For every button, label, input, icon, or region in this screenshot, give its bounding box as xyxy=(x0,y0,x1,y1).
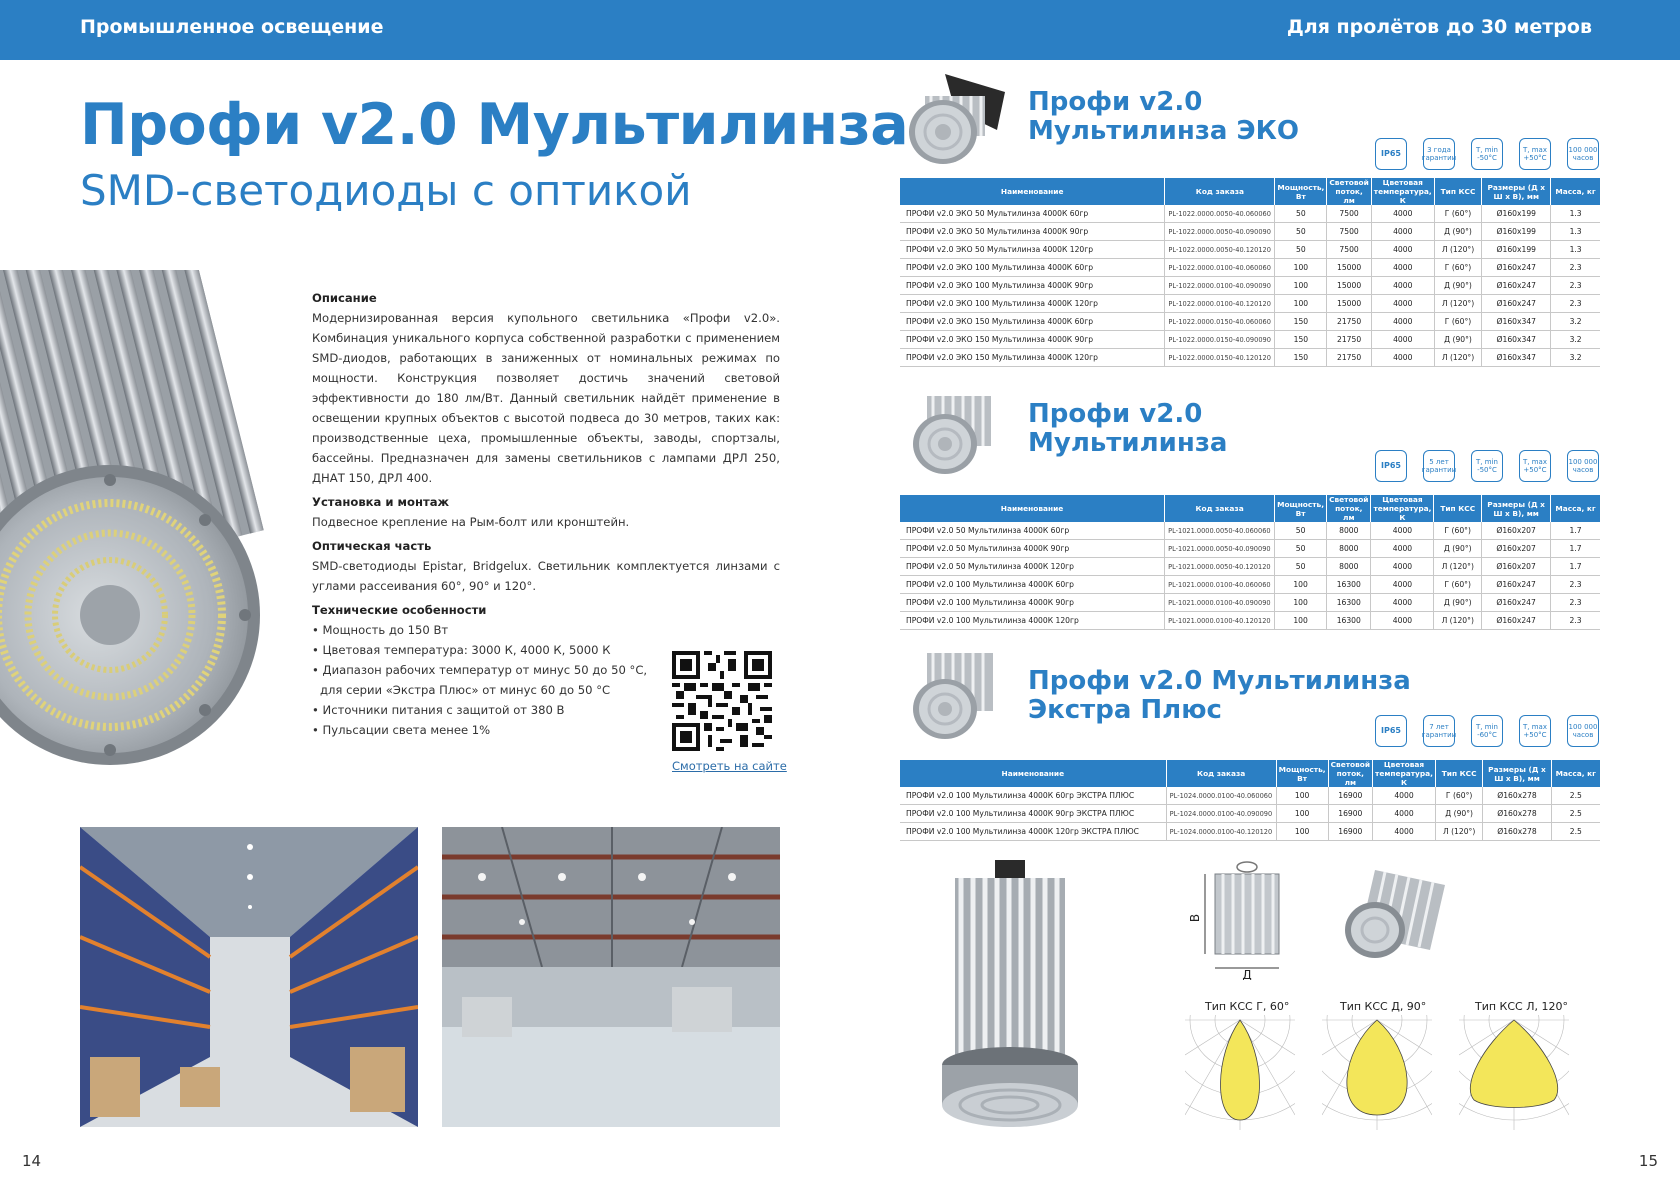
table-cell: 4000 xyxy=(1373,805,1436,823)
kss-diagram-d xyxy=(1322,1015,1432,1130)
table-cell: 150 xyxy=(1275,313,1327,331)
table-cell: Л (120°) xyxy=(1435,823,1482,841)
table-cell: 2.3 xyxy=(1551,576,1600,594)
tmax-badge: T, max +50°C xyxy=(1519,138,1551,170)
column-header: Наименование xyxy=(900,760,1166,787)
table-cell: 150 xyxy=(1275,349,1327,367)
table-cell: 4000 xyxy=(1371,612,1434,630)
product-standard-image xyxy=(905,382,1005,482)
table-row xyxy=(900,223,1600,241)
column-header: Наименование xyxy=(900,178,1165,205)
product-eco-table xyxy=(900,178,1600,367)
table-header-row xyxy=(900,760,1600,787)
lifetime-badge: 100 000 часов xyxy=(1567,138,1599,170)
column-header: Мощность, Вт xyxy=(1275,495,1327,522)
section-title: Промышленное освещение xyxy=(80,16,384,38)
table-row xyxy=(900,205,1600,223)
table-header-row xyxy=(900,495,1600,522)
table-cell: 21750 xyxy=(1327,331,1371,349)
dimension-b-label: В xyxy=(1188,913,1202,923)
table-cell: ПРОФИ v2.0 100 Мультилинза 4000К 120гр xyxy=(900,612,1165,630)
table-cell: Л (120°) xyxy=(1434,558,1482,576)
table-cell: ПРОФИ v2.0 ЭКО 100 Мультилинза 4000К 60гр xyxy=(900,259,1165,277)
ip65-badge: IP65 xyxy=(1375,715,1407,747)
table-cell: 4000 xyxy=(1371,259,1434,277)
table-cell: 15000 xyxy=(1327,277,1371,295)
table-cell: 4000 xyxy=(1371,277,1434,295)
ip65-badge: IP65 xyxy=(1375,138,1407,170)
product-eco-title-line2: Мультилинза ЭКО xyxy=(1028,116,1299,146)
table-row xyxy=(900,612,1600,630)
table-cell: ПРОФИ v2.0 ЭКО 150 Мультилинза 4000К 90гр xyxy=(900,331,1165,349)
table-cell: Д (90°) xyxy=(1435,805,1482,823)
table-cell: 1.7 xyxy=(1551,540,1600,558)
table-cell: 4000 xyxy=(1371,576,1434,594)
table-cell: 4000 xyxy=(1371,594,1434,612)
table-cell: 7500 xyxy=(1327,223,1371,241)
tech-item: • Диапазон рабочих температур от минус 50 до 50 °С, xyxy=(312,663,648,677)
table-cell: PL-1022.0000.0050-40.060060 xyxy=(1165,205,1275,223)
table-cell: ПРОФИ v2.0 50 Мультилинза 4000К 60гр xyxy=(900,522,1165,540)
column-header: Размеры (Д х Ш х В), мм xyxy=(1483,760,1551,787)
column-header: Код заказа xyxy=(1166,760,1276,787)
table-cell: ПРОФИ v2.0 ЭКО 150 Мультилинза 4000К 120гр xyxy=(900,349,1165,367)
table-cell: Г (60°) xyxy=(1434,313,1482,331)
table-cell: 100 xyxy=(1275,259,1327,277)
tech-item: • Пульсации света менее 1% xyxy=(312,723,491,737)
tmin-badge: T, min -50°C xyxy=(1471,450,1503,482)
table-cell: Ø160х247 xyxy=(1482,295,1551,313)
column-header: Тип КСС xyxy=(1434,178,1482,205)
table-cell: Ø160х347 xyxy=(1482,349,1551,367)
column-header: Масса, кг xyxy=(1551,495,1600,522)
table-cell: Л (120°) xyxy=(1434,349,1482,367)
table-cell: Г (60°) xyxy=(1434,522,1482,540)
table-cell: Ø160х247 xyxy=(1482,594,1551,612)
table-cell: 7500 xyxy=(1327,205,1371,223)
table-row xyxy=(900,241,1600,259)
table-cell: 100 xyxy=(1276,823,1328,841)
table-cell: Д (90°) xyxy=(1434,594,1482,612)
table-cell: Г (60°) xyxy=(1435,787,1482,805)
factory-hall-photo xyxy=(442,827,780,1127)
table-cell: ПРОФИ v2.0 ЭКО 100 Мультилинза 4000К 120гр xyxy=(900,295,1165,313)
table-cell: 8000 xyxy=(1327,558,1371,576)
table-cell: ПРОФИ v2.0 100 Мультилинза 4000К 60гр ЭКСТРА ПЛЮС xyxy=(900,787,1166,805)
table-cell: 50 xyxy=(1275,205,1327,223)
column-header: Наименование xyxy=(900,495,1165,522)
kss-diagram-l xyxy=(1459,1015,1569,1130)
table-cell: 2.5 xyxy=(1551,805,1600,823)
table-cell: 4000 xyxy=(1371,295,1434,313)
column-header: Цветовая температура, К xyxy=(1373,760,1436,787)
table-cell: 16300 xyxy=(1327,612,1371,630)
column-header: Световой поток, лм xyxy=(1327,178,1371,205)
table-cell: 4000 xyxy=(1371,223,1434,241)
table-cell: 50 xyxy=(1275,540,1327,558)
table-cell: PL-1024.0000.0100-40.120120 xyxy=(1166,823,1276,841)
product-extra-title xyxy=(1028,667,1411,725)
table-cell: PL-1021.0000.0100-40.120120 xyxy=(1165,612,1275,630)
section-subtitle: Для пролётов до 30 метров xyxy=(1286,16,1592,38)
table-cell: Д (90°) xyxy=(1434,540,1482,558)
table-cell: Ø160х347 xyxy=(1482,331,1551,349)
page-number-left: 14 xyxy=(22,1152,42,1170)
product-extra-table xyxy=(900,760,1600,841)
table-cell: ПРОФИ v2.0 50 Мультилинза 4000К 120гр xyxy=(900,558,1165,576)
table-row xyxy=(900,576,1600,594)
table-cell: PL-1022.0000.0100-40.120120 xyxy=(1165,295,1275,313)
tech-heading: Технические особенности xyxy=(312,603,487,617)
table-cell: 8000 xyxy=(1327,540,1371,558)
table-cell: Г (60°) xyxy=(1434,259,1482,277)
luminaire-angled-image xyxy=(1335,860,1455,980)
table-cell: ПРОФИ v2.0 ЭКО 150 Мультилинза 4000К 60гр xyxy=(900,313,1165,331)
table-cell: 2.5 xyxy=(1551,787,1600,805)
tech-item: для серии «Экстра Плюс» от минус 60 до 50 °С xyxy=(320,683,611,697)
table-cell: PL-1022.0000.0050-40.120120 xyxy=(1165,241,1275,259)
table-cell: 21750 xyxy=(1327,349,1371,367)
table-cell: Ø160х278 xyxy=(1483,823,1551,841)
table-cell: 4000 xyxy=(1371,331,1434,349)
table-cell: 1.7 xyxy=(1551,522,1600,540)
column-header: Световой поток, лм xyxy=(1327,495,1371,522)
table-cell: 16900 xyxy=(1328,805,1372,823)
product-standard-title-line1: Профи v2.0 xyxy=(1028,399,1203,429)
dimension-d-label: Д xyxy=(1242,968,1252,980)
table-cell: 100 xyxy=(1275,612,1327,630)
table-cell: 16900 xyxy=(1328,823,1372,841)
table-cell: Д (90°) xyxy=(1434,223,1482,241)
table-cell: Л (120°) xyxy=(1434,295,1482,313)
tmin-badge: T, min -60°C xyxy=(1471,715,1503,747)
table-cell: 21750 xyxy=(1327,313,1371,331)
tmax-badge: T, max +50°C xyxy=(1519,715,1551,747)
table-cell: 2.3 xyxy=(1551,277,1600,295)
column-header: Размеры (Д х Ш х В), мм xyxy=(1482,178,1551,205)
table-cell: 4000 xyxy=(1373,787,1436,805)
lifetime-badge: 100 000 часов xyxy=(1567,450,1599,482)
product-standard-title xyxy=(1028,400,1227,458)
product-eco-title-line1: Профи v2.0 xyxy=(1028,87,1203,117)
table-cell: ПРОФИ v2.0 100 Мультилинза 4000К 90гр ЭКСТРА ПЛЮС xyxy=(900,805,1166,823)
column-header: Световой поток, лм xyxy=(1328,760,1372,787)
table-cell: Ø160х207 xyxy=(1482,522,1551,540)
table-row xyxy=(900,277,1600,295)
table-cell: 100 xyxy=(1275,594,1327,612)
column-header: Код заказа xyxy=(1165,495,1275,522)
table-cell: 1.3 xyxy=(1551,223,1600,241)
optic-heading: Оптическая часть xyxy=(312,539,432,553)
table-row xyxy=(900,331,1600,349)
table-cell: 3.2 xyxy=(1551,349,1600,367)
table-cell: 16900 xyxy=(1328,787,1372,805)
qr-code[interactable] xyxy=(672,651,772,751)
table-cell: 2.5 xyxy=(1551,823,1600,841)
product-extra-title-line1: Профи v2.0 Мультилинза xyxy=(1028,666,1411,696)
table-cell: PL-1022.0000.0150-40.060060 xyxy=(1165,313,1275,331)
product-standard-title-line2: Мультилинза xyxy=(1028,428,1228,458)
table-cell: 15000 xyxy=(1327,295,1371,313)
column-header: Цветовая температура, К xyxy=(1371,495,1434,522)
optic-text: SMD-светодиоды Epistar, Bridgelux. Светильник комплектуется линзами с углами рассеивания 60°, 90° и 120°. xyxy=(312,559,780,593)
table-cell: 100 xyxy=(1275,295,1327,313)
product-extra-image xyxy=(905,645,1005,745)
column-header: Мощность, Вт xyxy=(1275,178,1327,205)
page-title: Профи v2.0 Мультилинза xyxy=(80,92,909,158)
table-row xyxy=(900,313,1600,331)
table-row xyxy=(900,349,1600,367)
table-cell: 15000 xyxy=(1327,259,1371,277)
warranty-badge: 5 лет гарантии xyxy=(1423,450,1455,482)
table-cell: 4000 xyxy=(1371,313,1434,331)
table-cell: ПРОФИ v2.0 50 Мультилинза 4000К 90гр xyxy=(900,540,1165,558)
table-cell: PL-1021.0000.0100-40.090090 xyxy=(1165,594,1275,612)
product-standard-table xyxy=(900,495,1600,630)
table-cell: 100 xyxy=(1276,805,1328,823)
product-eco-image xyxy=(905,70,1005,170)
page-subtitle: SMD-светодиоды с оптикой xyxy=(80,166,692,215)
table-cell: Ø160х207 xyxy=(1482,540,1551,558)
table-row xyxy=(900,594,1600,612)
table-cell: ПРОФИ v2.0 ЭКО 100 Мультилинза 4000К 90гр xyxy=(900,277,1165,295)
site-link[interactable]: Смотреть на сайте xyxy=(672,759,787,773)
table-cell: ПРОФИ v2.0 100 Мультилинза 4000К 120гр ЭКСТРА ПЛЮС xyxy=(900,823,1166,841)
table-cell: PL-1024.0000.0100-40.060060 xyxy=(1166,787,1276,805)
tech-item: • Цветовая температура: 3000 К, 4000 К, 5000 К xyxy=(312,643,611,657)
column-header: Мощность, Вт xyxy=(1276,760,1328,787)
column-header: Масса, кг xyxy=(1551,178,1600,205)
luminaire-large-image xyxy=(925,860,1095,1130)
table-cell: Ø160х199 xyxy=(1482,241,1551,259)
table-cell: 8000 xyxy=(1327,522,1371,540)
table-cell: 100 xyxy=(1276,787,1328,805)
column-header: Масса, кг xyxy=(1551,760,1600,787)
table-cell: Д (90°) xyxy=(1434,331,1482,349)
table-cell: 4000 xyxy=(1371,558,1434,576)
mount-text: Подвесное крепление на Рым-болт или кронштейн. xyxy=(312,515,630,529)
warranty-badge: 7 лет гарантии xyxy=(1423,715,1455,747)
table-cell: 7500 xyxy=(1327,241,1371,259)
table-cell: 50 xyxy=(1275,522,1327,540)
table-cell: ПРОФИ v2.0 ЭКО 50 Мультилинза 4000К 90гр xyxy=(900,223,1165,241)
description-heading: Описание xyxy=(312,291,377,305)
table-cell: 2.3 xyxy=(1551,612,1600,630)
tech-item: • Мощность до 150 Вт xyxy=(312,623,449,637)
table-cell: Г (60°) xyxy=(1434,205,1482,223)
table-cell: Ø160х278 xyxy=(1483,805,1551,823)
table-cell: 4000 xyxy=(1373,823,1436,841)
table-cell: Д (90°) xyxy=(1434,277,1482,295)
table-row xyxy=(900,295,1600,313)
table-cell: PL-1021.0000.0050-40.060060 xyxy=(1165,522,1275,540)
table-cell: 1.7 xyxy=(1551,558,1600,576)
warehouse-photo xyxy=(80,827,418,1127)
column-header: Цветовая температура, К xyxy=(1371,178,1434,205)
table-cell: Ø160х207 xyxy=(1482,558,1551,576)
table-cell: Ø160х347 xyxy=(1482,313,1551,331)
table-cell: 50 xyxy=(1275,558,1327,576)
column-header: Размеры (Д х Ш х В), мм xyxy=(1482,495,1551,522)
header-bar xyxy=(0,0,1680,60)
table-row xyxy=(900,522,1600,540)
column-header: Тип КСС xyxy=(1435,760,1482,787)
table-row xyxy=(900,540,1600,558)
description-text: Модернизированная версия купольного светильника «Профи v2.0». Комбинация уникального корпуса собственной разработки с применением SMD-диодов, работающих в заниженных от номинальных режимах по мощности. Конструкция позволяет достичь значений световой эффективности до 180 лм/Вт. Данный светильник найдёт применение в освещении крупных объектов с высотой подвеса до 30 метров, таких как: производственные цеха, промышленные объекты, заводы, спортзалы, бассейны. Предназначен для замены светильников с лампами ДРЛ 250, ДНАТ 150, ДРЛ 400. xyxy=(312,311,780,485)
lifetime-badge: 100 000 часов xyxy=(1567,715,1599,747)
table-cell: ПРОФИ v2.0 100 Мультилинза 4000К 60гр xyxy=(900,576,1165,594)
table-cell: PL-1021.0000.0050-40.090090 xyxy=(1165,540,1275,558)
tmax-badge: T, max +50°C xyxy=(1519,450,1551,482)
kss-label-l: Тип КСС Л, 120° xyxy=(1475,1000,1568,1013)
table-cell: 4000 xyxy=(1371,522,1434,540)
table-cell: 1.3 xyxy=(1551,205,1600,223)
mount-heading: Установка и монтаж xyxy=(312,495,450,509)
table-cell: PL-1021.0000.0100-40.060060 xyxy=(1165,576,1275,594)
table-cell: ПРОФИ v2.0 100 Мультилинза 4000К 90гр xyxy=(900,594,1165,612)
table-cell: 4000 xyxy=(1371,205,1434,223)
table-cell: Ø160х199 xyxy=(1482,205,1551,223)
table-cell: Л (120°) xyxy=(1434,612,1482,630)
table-row xyxy=(900,823,1600,841)
column-header: Код заказа xyxy=(1165,178,1275,205)
warranty-badge: 3 года гарантии xyxy=(1423,138,1455,170)
table-cell: 4000 xyxy=(1371,540,1434,558)
table-cell: 4000 xyxy=(1371,241,1434,259)
table-cell: PL-1022.0000.0150-40.120120 xyxy=(1165,349,1275,367)
dimension-drawing xyxy=(1185,860,1305,980)
table-header-row xyxy=(900,178,1600,205)
product-eco-title xyxy=(1028,88,1299,146)
table-row xyxy=(900,558,1600,576)
table-cell: Л (120°) xyxy=(1434,241,1482,259)
table-cell: Ø160х278 xyxy=(1483,787,1551,805)
table-row xyxy=(900,805,1600,823)
tech-item: • Источники питания с защитой от 380 В xyxy=(312,703,565,717)
tmin-badge: T, min -50°C xyxy=(1471,138,1503,170)
table-cell: 50 xyxy=(1275,241,1327,259)
table-cell: Ø160х247 xyxy=(1482,576,1551,594)
table-cell: 3.2 xyxy=(1551,331,1600,349)
table-cell: ПРОФИ v2.0 ЭКО 50 Мультилинза 4000К 60гр xyxy=(900,205,1165,223)
table-cell: PL-1022.0000.0150-40.090090 xyxy=(1165,331,1275,349)
table-cell: PL-1024.0000.0100-40.090090 xyxy=(1166,805,1276,823)
kss-label-d: Тип КСС Д, 90° xyxy=(1340,1000,1427,1013)
table-cell: 1.3 xyxy=(1551,241,1600,259)
table-cell: Ø160х247 xyxy=(1482,612,1551,630)
table-cell: 2.3 xyxy=(1551,259,1600,277)
table-cell: PL-1021.0000.0050-40.120120 xyxy=(1165,558,1275,576)
table-cell: ПРОФИ v2.0 ЭКО 50 Мультилинза 4000К 120гр xyxy=(900,241,1165,259)
table-row xyxy=(900,787,1600,805)
table-cell: PL-1022.0000.0100-40.060060 xyxy=(1165,259,1275,277)
kss-label-g: Тип КСС Г, 60° xyxy=(1205,1000,1290,1013)
table-cell: PL-1022.0000.0050-40.090090 xyxy=(1165,223,1275,241)
table-cell: Г (60°) xyxy=(1434,576,1482,594)
column-header: Тип КСС xyxy=(1434,495,1482,522)
table-cell: 100 xyxy=(1275,576,1327,594)
page-number-right: 15 xyxy=(1638,1152,1658,1170)
table-cell: 150 xyxy=(1275,331,1327,349)
product-extra-title-line2: Экстра Плюс xyxy=(1028,695,1222,725)
table-cell: Ø160х247 xyxy=(1482,259,1551,277)
table-cell: PL-1022.0000.0100-40.090090 xyxy=(1165,277,1275,295)
table-cell: 2.3 xyxy=(1551,594,1600,612)
table-cell: Ø160х247 xyxy=(1482,277,1551,295)
table-cell: 2.3 xyxy=(1551,295,1600,313)
table-row xyxy=(900,259,1600,277)
kss-diagram-g xyxy=(1185,1015,1295,1130)
table-cell: 100 xyxy=(1275,277,1327,295)
table-cell: Ø160х199 xyxy=(1482,223,1551,241)
table-cell: 16300 xyxy=(1327,594,1371,612)
ip65-badge: IP65 xyxy=(1375,450,1407,482)
table-cell: 50 xyxy=(1275,223,1327,241)
table-cell: 3.2 xyxy=(1551,313,1600,331)
table-cell: 16300 xyxy=(1327,576,1371,594)
table-cell: 4000 xyxy=(1371,349,1434,367)
luminaire-hero-image xyxy=(0,270,290,780)
